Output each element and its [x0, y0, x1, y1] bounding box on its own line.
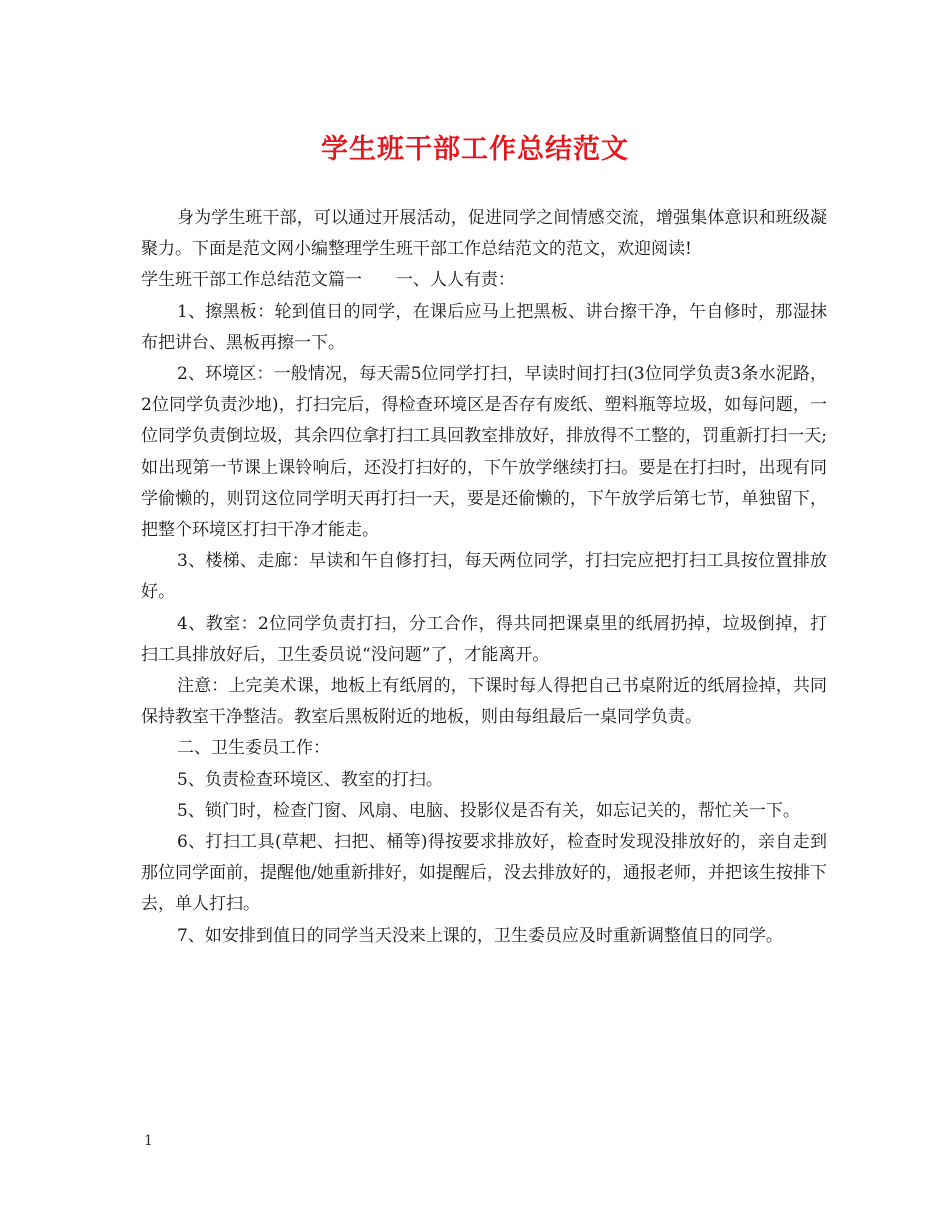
paragraph: 2、环境区：一般情况，每天需5位同学打扫，早读时间打扫(3位同学负责3条水泥路，2位同学负责沙地)，打扫完后，得检查环境区是否存有废纸、塑料瓶等垃圾，如每问题，一位同学负责倒垃圾，其余四位拿打扫工具回教室排放好，排放得不工整的，罚重新打扫一天;如出现第一节课上课铃响后，还没打扫好的，下午放学继续打扫。要是在打扫时，出现有同学偷懒的，则罚这位同学明天再打扫一天，要是还偷懒的，下午放学后第七节，单独留下，把整个环境区打扫干净才能走。 [141, 364, 827, 541]
document-body [141, 203, 827, 952]
paragraph: 身为学生班干部，可以通过开展活动，促进同学之间情感交流，增强集体意识和班级凝聚力。下面是范文网小编整理学生班干部工作总结范文的范文，欢迎阅读! [141, 208, 827, 260]
document-title: 学生班干部工作总结范文 [321, 134, 629, 165]
page-number: 1 [144, 1133, 153, 1149]
paragraph: 7、如安排到值日的同学当天没来上课的，卫生委员应及时重新调整值日的同学。 [177, 925, 783, 946]
paragraph: 6、打扫工具(草耙、扫把、桶等)得按要求排放好，检查时发现没排放好的，亲自走到那位同学面前，提醒他/她重新排好，如提醒后，没去排放好的，通报老师，并把该生按排下去，单人打扫。 [141, 832, 827, 915]
paragraph: 5、锁门时，检查门窗、风扇、电脑、投影仪是否有关，如忘记关的，帮忙关一下。 [177, 800, 800, 821]
paragraph: 1、擦黑板：轮到值日的同学，在课后应马上把黑板、讲台擦干净，午自修时，那湿抹布把讲台、黑板再擦一下。 [141, 301, 827, 353]
paragraph: 注意：上完美术课，地板上有纸屑的，下课时每人得把自己书桌附近的纸屑捡掉，共同保持教室干净整洁。教室后黑板附近的地板，则由每组最后一桌同学负责。 [141, 676, 827, 728]
paragraph: 学生班干部工作总结范文篇一 一、人人有责： [141, 270, 515, 291]
paragraph: 5、负责检查环境区、教室的打扫。 [177, 769, 443, 790]
paragraph: 4、教室：2位同学负责打扫，分工合作，得共同把课桌里的纸屑扔掉，垃圾倒掉，打扫工具排放好后，卫生委员说“没问题”了，才能离开。 [141, 613, 827, 665]
paragraph: 3、楼梯、走廊：早读和午自修打扫，每天两位同学，打扫完应把打扫工具按位置排放好。 [141, 551, 827, 603]
section-heading: 二、卫生委员工作： [177, 738, 330, 759]
